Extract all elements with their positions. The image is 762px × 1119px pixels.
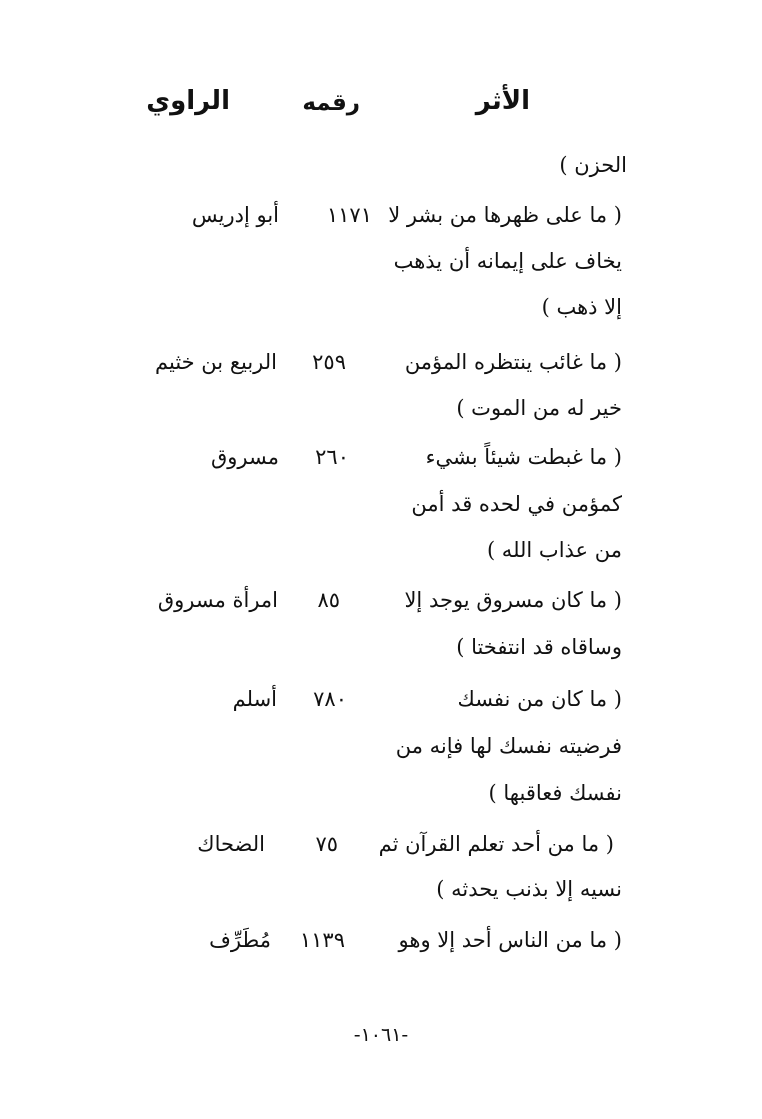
entry-text-line: ( ما كان من نفسك [457, 687, 622, 711]
entry-narrator: مسروق [210, 445, 279, 469]
entry-text-line: ( ما غائب ينتظره المؤمن [404, 350, 622, 374]
entry-number: ٨٥ [317, 588, 340, 612]
entry-narrator: أسلم [232, 687, 277, 711]
entry-text-line: ( ما على ظهرها من بشر لا [388, 203, 622, 227]
entry-narrator: امرأة مسروق [157, 588, 278, 612]
entry-text-line: كمؤمن في لحده قد أمن [411, 492, 622, 516]
entry-narrator: الضحاك [197, 832, 265, 856]
entry-number: ٧٨٠ [313, 687, 347, 711]
column-headers [0, 86, 762, 136]
entry-text-line: خير له من الموت ) [456, 396, 622, 420]
header-athar: الأثر [475, 86, 530, 116]
entry-text-line: وساقاه قد انتفختا ) [456, 635, 622, 659]
entry-number: ١١٧١ [326, 203, 372, 227]
entry-text-line: ( ما كان مسروق يوجد إلا [404, 588, 622, 612]
entry-text-line: إلا ذهب ) [541, 295, 622, 319]
entry-number: ٢٥٩ [312, 350, 346, 374]
section-label: الحزن ) [559, 153, 627, 177]
page-number: -١٠٦١- [353, 1024, 409, 1046]
entry-number: ٢٦٠ [315, 445, 349, 469]
header-raqm: رقمه [302, 90, 360, 116]
entry-text-line: يخاف على إيمانه أن يذهب [393, 249, 622, 273]
entry-text-line: نسيه إلا بذنب يحدثه ) [436, 877, 622, 901]
entry-text-line: من عذاب الله ) [486, 538, 622, 562]
header-rawi: الراوي [146, 86, 230, 116]
entry-text-line: ( ما من أحد تعلم القرآن ثم [378, 832, 614, 856]
entry-narrator: مُطَرِّف [209, 928, 271, 952]
entry-number: ١١٣٩ [299, 928, 345, 952]
entry-number: ٧٥ [315, 832, 338, 856]
entry-text-line: ( ما من الناس أحد إلا وهو [398, 928, 622, 952]
entry-text-line: نفسك فعاقبها ) [488, 781, 622, 805]
entry-text-line: فرضيته نفسك لها فإنه من [395, 734, 622, 758]
entry-narrator: أبو إدريس [191, 203, 279, 227]
entry-text-line: ( ما غبطت شيئاً بشيء [425, 445, 622, 469]
entry-narrator: الربيع بن خثيم [155, 350, 277, 374]
